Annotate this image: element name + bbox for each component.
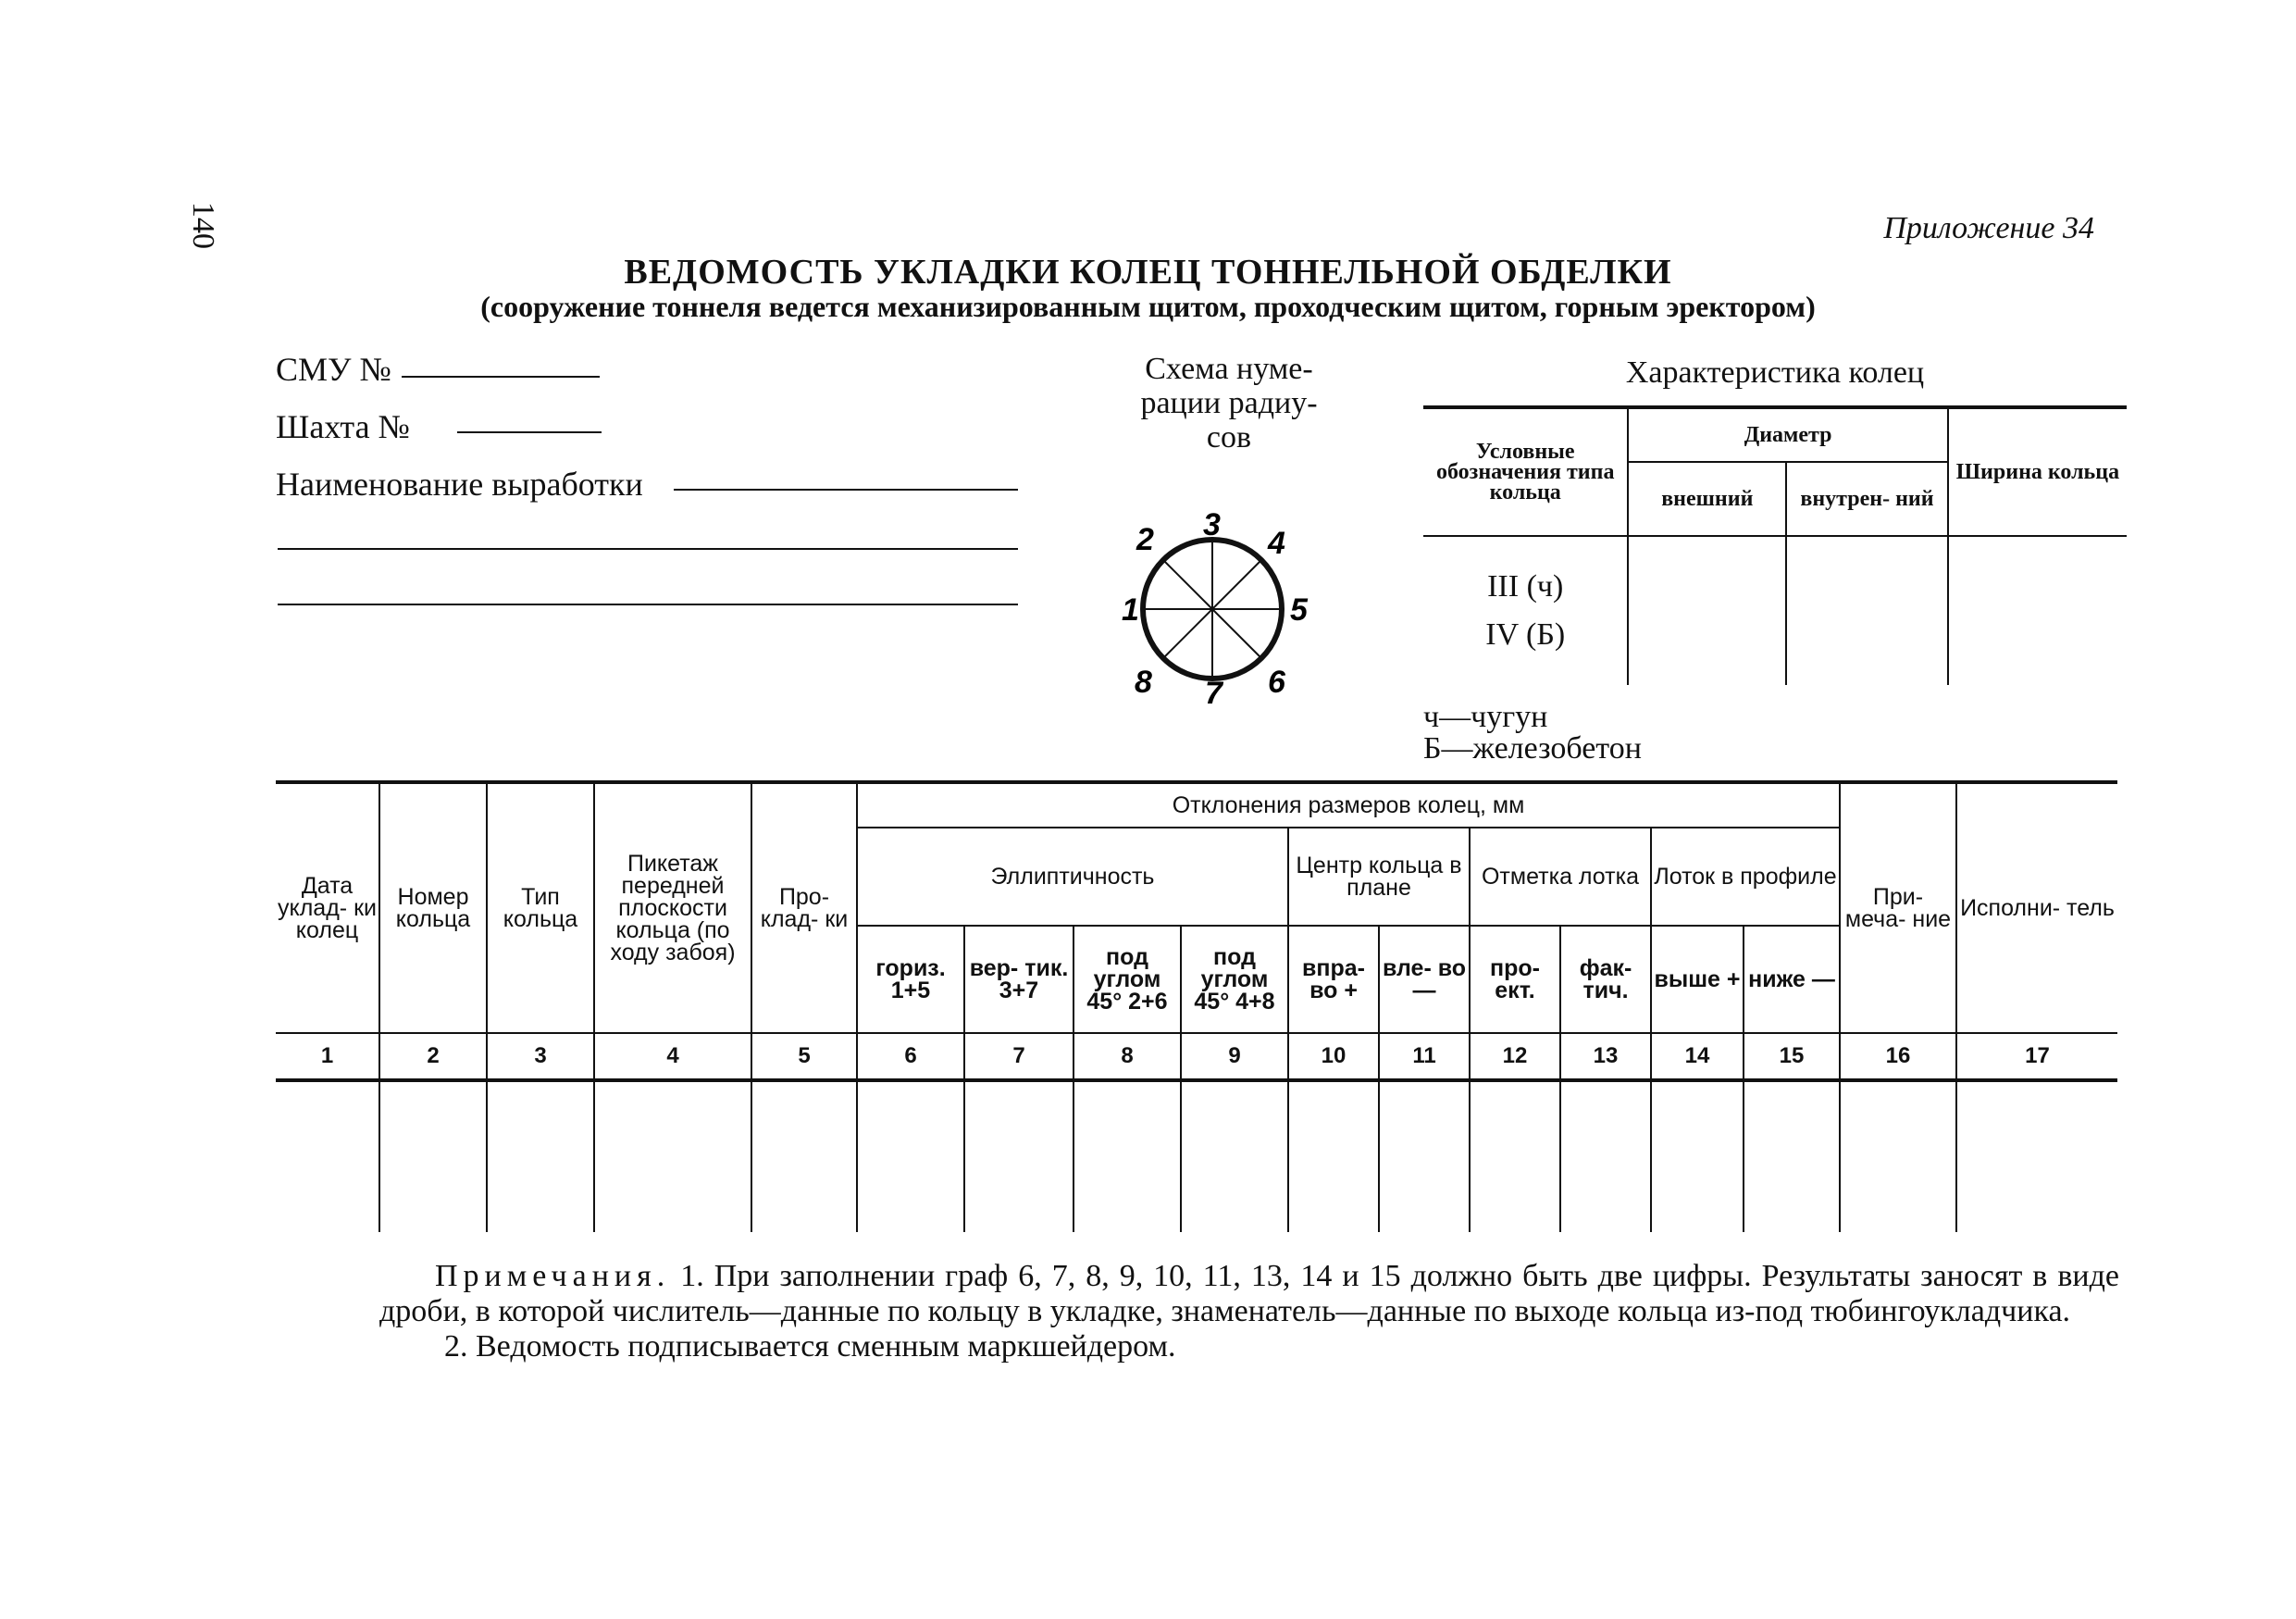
- scheme-caption-line: сов: [1206, 420, 1252, 455]
- shaft-label: Шахта №: [276, 408, 410, 445]
- col-ring-number-header: Номер кольца: [379, 782, 487, 1033]
- radius-label: 2: [1136, 522, 1154, 557]
- excavation-label: Наименование выработки: [276, 466, 643, 503]
- blank-cell: [1074, 1080, 1181, 1232]
- note-1-text: 1. При заполнении граф 6, 7, 8, 9, 10, 11, 13, 14 и 15 должно быть две цифры. Результаты заносят в виде дроби, в которой числитель—данные по кольцу в укладке, знаменатель—данные по выходе кольца из-под тюбингоукладчика.: [379, 1259, 2119, 1328]
- column-number: 10: [1288, 1033, 1379, 1080]
- column-number: 16: [1840, 1033, 1956, 1080]
- radius-label: 3: [1203, 507, 1221, 542]
- appendix-label: Приложение 34: [1883, 211, 2094, 245]
- smu-label: СМУ №: [276, 351, 391, 388]
- outer-diameter-cell: [1628, 536, 1786, 685]
- radius-label: 5: [1290, 592, 1308, 628]
- radius-label: 1: [1122, 592, 1139, 628]
- ring-type-row: III (ч): [1487, 569, 1564, 604]
- blank-cell: [276, 1080, 379, 1232]
- column-number: 17: [1956, 1033, 2117, 1080]
- smu-line: [402, 376, 600, 378]
- radius-scheme-diagram: [1109, 507, 1331, 711]
- col-right-header: впра- во +: [1288, 926, 1379, 1033]
- blank-entry-row: [276, 1080, 2117, 1232]
- blank-cell: [751, 1080, 857, 1232]
- scheme-caption: [1109, 352, 1349, 455]
- page-number: 140: [186, 202, 220, 249]
- mark-group-header: Отметка лотка: [1470, 828, 1651, 926]
- radius-label: 8: [1135, 665, 1152, 700]
- blank-cell: [1744, 1080, 1840, 1232]
- width-cell: [1948, 536, 2127, 685]
- ellipticity-group-header: Эллиптичность: [857, 828, 1288, 926]
- center-group-header: Центр кольца в плане: [1288, 828, 1470, 926]
- radius-label: 4: [1268, 526, 1285, 561]
- column-number: 14: [1651, 1033, 1744, 1080]
- excavation-line-3: [278, 604, 1018, 605]
- col-above-header: выше +: [1651, 926, 1744, 1033]
- note-2: [379, 1329, 2119, 1364]
- column-number: 3: [487, 1033, 594, 1080]
- col-ring-type-header: Тип кольца: [487, 782, 594, 1033]
- col-diameter-header: Диаметр: [1628, 407, 1947, 462]
- column-number: 5: [751, 1033, 857, 1080]
- column-number: 6: [857, 1033, 964, 1080]
- scheme-caption-line: рации радиу-: [1140, 386, 1318, 420]
- col-type-header: Условные обозначения типа кольца: [1423, 407, 1628, 536]
- column-number: 1: [276, 1033, 379, 1080]
- col-executor-header: Исполни- тель: [1956, 782, 2117, 1033]
- column-number: 11: [1379, 1033, 1470, 1080]
- legend-cast-iron: ч—чугун: [1423, 700, 1548, 734]
- col-below-header: ниже —: [1744, 926, 1840, 1033]
- column-number: 9: [1181, 1033, 1288, 1080]
- note-2-text: 2. Ведомость подписывается сменным маркшейдером.: [444, 1329, 1176, 1364]
- excavation-line-2: [278, 548, 1018, 550]
- col-note-header: При- меча- ние: [1840, 782, 1956, 1033]
- col-horiz-header: гориз. 1+5: [857, 926, 964, 1033]
- excavation-line: [674, 489, 1018, 491]
- inner-diameter-cell: [1786, 536, 1948, 685]
- ring-type-row: IV (Б): [1485, 617, 1566, 652]
- col-picket-header: Пикетаж передней плоскости кольца (по ходу забоя): [594, 782, 751, 1033]
- note-1: [379, 1259, 2119, 1329]
- col-left-header: вле- во —: [1379, 926, 1470, 1033]
- column-number: 13: [1560, 1033, 1651, 1080]
- blank-cell: [487, 1080, 594, 1232]
- column-numbers-row: [276, 1033, 2117, 1080]
- col-fact-header: фак- тич.: [1560, 926, 1651, 1033]
- col-inner-header: внутрен- ний: [1786, 462, 1948, 536]
- column-number: 15: [1744, 1033, 1840, 1080]
- blank-cell: [1470, 1080, 1560, 1232]
- document-title: ВЕДОМОСТЬ УКЛАДКИ КОЛЕЦ ТОННЕЛЬНОЙ ОБДЕЛКИ: [624, 253, 1672, 292]
- column-number: 4: [594, 1033, 751, 1080]
- blank-cell: [1651, 1080, 1744, 1232]
- col-vert-header: вер- тик. 3+7: [964, 926, 1074, 1033]
- blank-cell: [1288, 1080, 1379, 1232]
- column-number: 12: [1470, 1033, 1560, 1080]
- radius-label: 6: [1268, 665, 1285, 700]
- blank-cell: [964, 1080, 1074, 1232]
- col-45a-header: под углом 45° 2+6: [1074, 926, 1181, 1033]
- blank-cell: [1560, 1080, 1651, 1232]
- col-45b-header: под углом 45° 4+8: [1181, 926, 1288, 1033]
- blank-cell: [379, 1080, 487, 1232]
- blank-cell: [1181, 1080, 1288, 1232]
- column-number: 8: [1074, 1033, 1181, 1080]
- blank-cell: [594, 1080, 751, 1232]
- shaft-line: [457, 431, 602, 433]
- characteristics-title: Характеристика колец: [1625, 355, 1925, 390]
- blank-cell: [857, 1080, 964, 1232]
- col-project-header: про- ект.: [1470, 926, 1560, 1033]
- blank-cell: [1840, 1080, 1956, 1232]
- excavation-field: [276, 465, 643, 504]
- blank-cell: [1379, 1080, 1470, 1232]
- deviation-group-header: Отклонения размеров колец, мм: [857, 782, 1840, 828]
- characteristics-table: [1423, 405, 2127, 685]
- scheme-caption-line: Схема нуме-: [1145, 352, 1313, 386]
- shaft-field: [276, 407, 410, 446]
- smu-field: [276, 350, 391, 389]
- notes-label: Примечания.: [435, 1259, 671, 1293]
- col-outer-header: внешний: [1628, 462, 1786, 536]
- ring-type-cell: [1423, 536, 1628, 685]
- tray-group-header: Лоток в профиле: [1651, 828, 1840, 926]
- column-number: 7: [964, 1033, 1074, 1080]
- notes-block: [379, 1259, 2119, 1364]
- column-number: 2: [379, 1033, 487, 1080]
- col-date-header: Дата уклад- ки колец: [276, 782, 379, 1033]
- ring-laying-table: [276, 780, 2117, 1232]
- legend-concrete: Б—железобетон: [1423, 731, 1642, 766]
- col-gaskets-header: Про- клад- ки: [751, 782, 857, 1033]
- radius-label: 7: [1205, 676, 1222, 711]
- document-subtitle: (сооружение тоннеля ведется механизированным щитом, проходческим щитом, горным эректором): [480, 290, 1816, 323]
- blank-cell: [1956, 1080, 2117, 1232]
- col-width-header: Ширина кольца: [1955, 460, 2120, 484]
